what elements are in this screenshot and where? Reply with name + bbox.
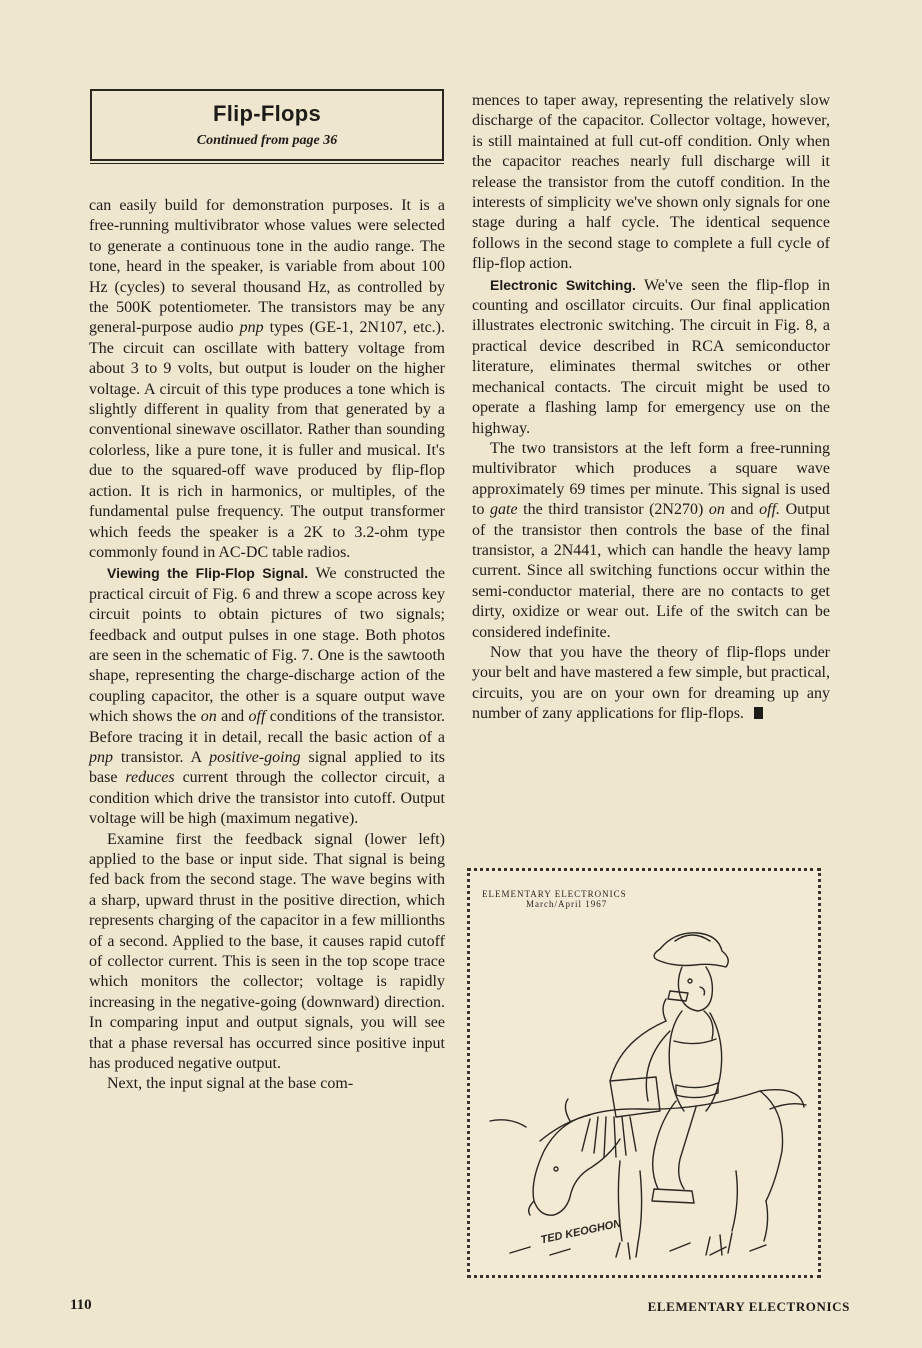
cartoon-caption: ELEMENTARY ELECTRONICS March/April 1967 [482, 889, 627, 909]
cowboy-on-horse-drawing [470, 871, 818, 1275]
section-run-in-heading: Electronic Switching. [490, 276, 636, 293]
left-text-column [89, 196, 445, 1095]
artist-signature: TED KEOGHON [539, 1217, 623, 1247]
article-title: Flip-Flops [212, 101, 322, 126]
section-run-in-heading: Viewing the Flip-Flop Signal. [107, 565, 309, 582]
end-of-article-mark [754, 707, 763, 719]
paragraph: Now that you have the theory of flip-flops under your belt and have mastered a few simple, but practical, circuits, you are on your own for dreaming up any number of zany applications for flip-flops. [472, 643, 830, 723]
page-number: 110 [70, 1297, 92, 1313]
cartoon-illustration [467, 868, 821, 1278]
paragraph: The two transistors at the left form a free-running multivibrator which produces a square wave approximately 69 times per minute. This signal is used to gate the third transistor (2N270) on and off. Output of the transistor then controls the base of the final transistor, a 2N441, which can handle the heavy lamp current. Since all switching functions occur within the semi-conductor material, there are no contacts to get dirty, oxidize or wear out. Life of the switch can be considered indefinite. [472, 439, 831, 641]
magazine-name-footer: ELEMENTARY ELECTRONICS [647, 1299, 850, 1314]
article-header-box [90, 89, 444, 161]
paragraph: can easily build for demonstration purposes. It is a free-running multivibrator whose values were selected to generate a continuous tone in the audio range. The tone, heard in the speaker, is variable from about 100 Hz (cycles) to several thousand Hz, as controlled by the 500K potentiometer. The transistors may be any general-purpose audio pnp types (GE-1, 2N107, etc.). The circuit can oscillate with battery voltage from about 3 to 9 volts, but output is louder on the higher voltage. A circuit of this type produces a tone which is slightly different in quality from that generated by a conventional sinewave oscillator. Rather than sounding colorless, like a pure tone, it is fuller and musical. It's due to the squared-off wave produced by flip-flop action. It is rich in harmonics, or multiples, of the fundamental pulse frequency. The output transformer which feeds the speaker is a 2K to 3.2-ohm type commonly found in AC-DC table radios. [89, 197, 445, 561]
paragraph-electronic-switching: Electronic Switching. We've seen the flip-flop in counting and oscillator circuits. Our final application illustrates electronic switching. The circuit in Fig. 8, a practical device described in RCA semiconductor literature, eliminates thermal switches or other mechanical contacts. The circuit might be used to operate a flashing lamp for emergency use on the highway. [472, 276, 830, 437]
paragraph: mences to taper away, representing the relatively slow discharge of the capacitor. Collector voltage, however, is still maintained at full cut-off condition. Only when the capacitor reaches nearly full discharge will it release the transistor from the cutoff condition. In the interests of simplicity we've shown only signals for one stage during a half cycle. The identical sequence follows in the second stage to complete a full cycle of flip-flop action. [472, 92, 830, 273]
continued-from-note: Continued from page 36 [196, 133, 338, 148]
right-text-column [472, 91, 830, 725]
paragraph: Next, the input signal at the base com- [107, 1075, 354, 1093]
paragraph: Examine first the feedback signal (lower left) applied to the base or input side. That signal is being fed back from the second stage. The wave begins with a sharp, upward thrust in the positive direction, which represents charging of the capacitor in a few millionths of a second. Applied to the base, it causes rapid cutoff of collector current. This is seen in the top scope trace which monitors the collector; voltage is rapidly increasing in the negative-going (downward) direction. In comparing input and output signals, you will see that a phase reversal has occurred since positive input has produced negative output. [89, 830, 445, 1073]
paragraph-viewing-signal: Viewing the Flip-Flop Signal. We constructed the practical circuit of Fig. 6 and threw a scope across key circuit points to obtain pictures of two signals; feedback and output pulses in one stage. Both photos are seen in the schematic of Fig. 7. One is the sawtooth shape, representing the charge-discharge action of the coupling capacitor, the other is a square output wave which shows the on and off conditions of the transistor. Before tracing it in detail, recall the basic action of a pnp transistor. A positive-going signal applied to its base reduces current through the collector circuit, a condition which drive the transistor into cutoff. Output voltage will be high (maximum negative). [89, 565, 446, 828]
